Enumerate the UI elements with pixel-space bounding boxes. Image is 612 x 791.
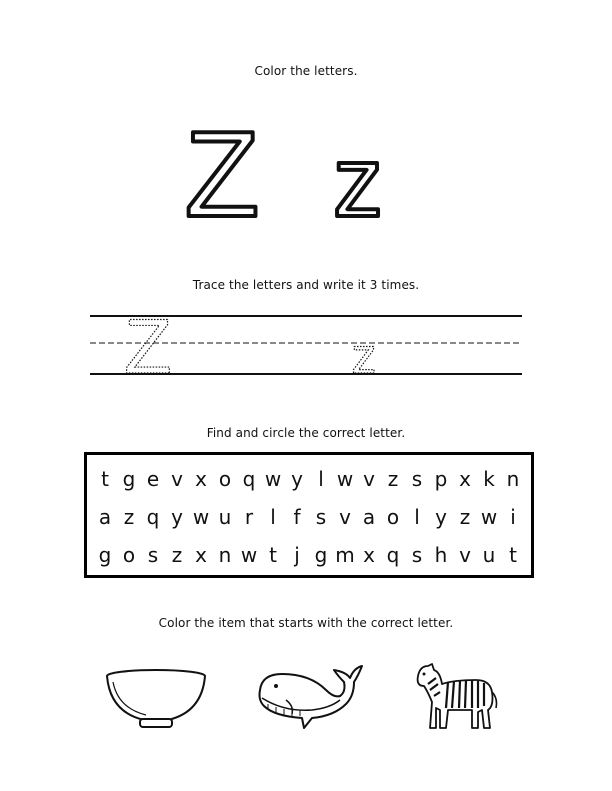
grid-letter[interactable]: x <box>195 467 207 491</box>
grid-letter[interactable]: a <box>98 505 112 529</box>
grid-letter[interactable]: s <box>411 467 423 491</box>
grid-letter[interactable]: y <box>435 505 447 529</box>
grid-letter[interactable]: m <box>335 543 355 567</box>
grid-letter[interactable]: n <box>218 543 232 567</box>
grid-letter[interactable]: g <box>122 467 136 491</box>
uppercase-trace-letter: Z <box>124 306 172 386</box>
grid-letter[interactable]: p <box>434 467 448 491</box>
grid-letter[interactable]: z <box>123 505 135 529</box>
grid-letter[interactable]: w <box>192 505 210 529</box>
grid-letter[interactable]: t <box>509 543 517 567</box>
grid-letter[interactable]: w <box>336 467 354 491</box>
lowercase-letter-outline: z <box>333 126 383 230</box>
tracing-lines <box>90 306 522 386</box>
grid-letter[interactable]: z <box>387 467 399 491</box>
zebra-icon <box>414 662 498 732</box>
letter-grid <box>84 452 534 578</box>
grid-letter[interactable]: s <box>315 505 327 529</box>
grid-letter[interactable]: g <box>98 543 112 567</box>
grid-letter[interactable]: x <box>363 543 375 567</box>
grid-letter[interactable]: i <box>510 505 516 529</box>
grid-letter[interactable]: x <box>459 467 471 491</box>
uppercase-letter-outline: Z <box>184 110 260 230</box>
instruction-color-item: Color the item that starts with the correct letter. <box>158 616 454 630</box>
grid-letter[interactable]: y <box>291 467 303 491</box>
grid-letter[interactable]: z <box>459 505 471 529</box>
grid-letter[interactable]: g <box>314 543 328 567</box>
grid-letter[interactable]: t <box>269 543 277 567</box>
grid-letter[interactable]: j <box>294 543 300 567</box>
grid-letter[interactable]: e <box>146 467 160 491</box>
grid-letter[interactable]: u <box>218 505 232 529</box>
grid-letter[interactable]: x <box>195 543 207 567</box>
grid-letter[interactable]: o <box>386 505 400 529</box>
grid-letter[interactable]: h <box>434 543 448 567</box>
grid-letter[interactable]: t <box>101 467 109 491</box>
grid-letter[interactable]: q <box>386 543 400 567</box>
instruction-find: Find and circle the correct letter. <box>206 426 406 440</box>
grid-row-2 <box>93 502 525 532</box>
grid-letter[interactable]: w <box>480 505 498 529</box>
grid-letter[interactable]: s <box>411 543 423 567</box>
grid-letter[interactable]: y <box>171 505 183 529</box>
outlined-letters <box>180 110 410 230</box>
grid-letter[interactable]: v <box>459 543 471 567</box>
grid-letter[interactable]: k <box>483 467 495 491</box>
grid-letter[interactable]: l <box>270 505 276 529</box>
grid-letter[interactable]: q <box>242 467 256 491</box>
grid-letter[interactable]: n <box>506 467 520 491</box>
grid-letter[interactable]: u <box>482 543 496 567</box>
grid-letter[interactable]: v <box>339 505 351 529</box>
grid-letter[interactable]: v <box>171 467 183 491</box>
grid-letter[interactable]: z <box>171 543 183 567</box>
grid-letter[interactable]: w <box>240 543 258 567</box>
grid-letter[interactable]: l <box>414 505 420 529</box>
grid-letter[interactable]: q <box>146 505 160 529</box>
lowercase-trace-letter: z <box>351 328 377 384</box>
grid-letter[interactable]: a <box>362 505 376 529</box>
instruction-color-letters: Color the letters. <box>254 64 358 78</box>
grid-letter[interactable]: s <box>147 543 159 567</box>
grid-letter[interactable]: v <box>363 467 375 491</box>
grid-letter[interactable]: o <box>218 467 232 491</box>
grid-row-1 <box>93 464 525 494</box>
grid-letter[interactable]: l <box>318 467 324 491</box>
whale-icon <box>254 662 366 732</box>
grid-letter[interactable]: f <box>293 505 301 529</box>
grid-letter[interactable]: o <box>122 543 136 567</box>
grid-letter[interactable]: w <box>264 467 282 491</box>
grid-row-3 <box>93 540 525 570</box>
bowl-icon <box>104 668 208 730</box>
grid-letter[interactable]: r <box>244 505 254 529</box>
instruction-trace: Trace the letters and write it 3 times. <box>192 278 420 292</box>
